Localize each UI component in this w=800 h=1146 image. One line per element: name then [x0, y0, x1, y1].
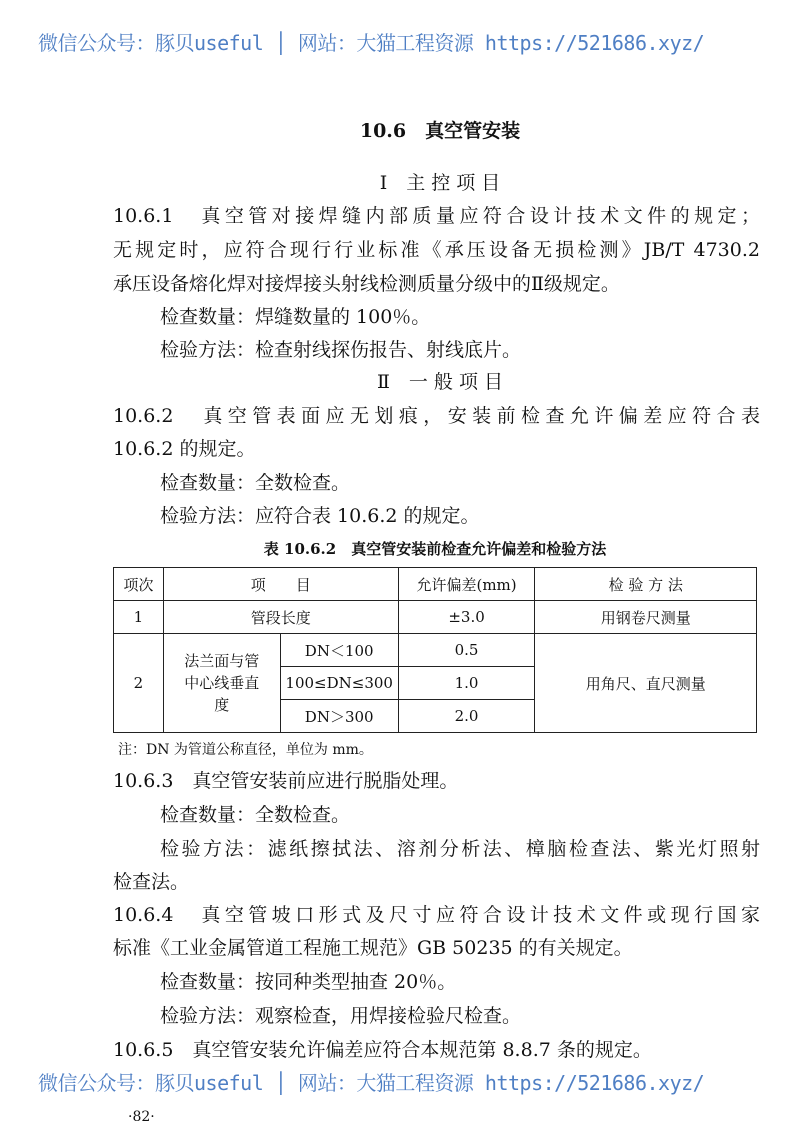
cell-condition: DN＜100	[280, 634, 398, 667]
clause-10-6-2-line2: 10.6.2 的规定。	[113, 438, 256, 460]
clause-10-6-1-method: 检验方法：检查射线探伤报告、射线底片。	[160, 339, 522, 361]
clause-10-6-3-method-line2: 检查法。	[113, 871, 190, 893]
header-tolerance: 允许偏差(mm)	[398, 568, 535, 601]
clause-10-6-4-quantity: 检查数量：按同种类型抽查 20％。	[160, 971, 457, 993]
clause-10-6-4-line1: 10.6.4 真空管坡口形式及尺寸应符合设计技术文件或现行国家	[113, 904, 760, 926]
page-number: ·82·	[128, 1109, 155, 1125]
clause-10-6-2-method: 检验方法：应符合表 10.6.2 的规定。	[160, 505, 480, 527]
section-title: 10.6 真空管安装	[359, 120, 521, 142]
tolerance-table	[113, 567, 757, 733]
watermark-top: 微信公众号：豚贝useful │ 网站：大猫工程资源 https://521686.xyz/	[38, 31, 705, 55]
subheading-main-items: Ⅰ 主 控 项 目	[379, 172, 501, 194]
clause-10-6-1-line3: 承压设备熔化焊对接焊接头射线检测质量分级中的Ⅱ级规定。	[113, 273, 620, 295]
clause-10-6-3: 10.6.3 真空管安装前应进行脱脂处理。	[113, 770, 459, 792]
table-note: 注：DN 为管道公称直径，单位为 mm。	[118, 742, 373, 758]
clause-10-6-5: 10.6.5 真空管安装允许偏差应符合本规范第 8.8.7 条的规定。	[113, 1039, 652, 1061]
cell-item: 法兰面与管中心线垂直度	[163, 634, 280, 733]
clause-10-6-3-quantity: 检查数量：全数检查。	[160, 804, 351, 826]
cell-tolerance: ±3.0	[398, 601, 535, 634]
clause-10-6-1-quantity: 检查数量：焊缝数量的 100％。	[160, 306, 431, 328]
subheading-general-items: Ⅱ 一 般 项 目	[376, 371, 504, 393]
cell-tolerance: 1.0	[398, 667, 535, 700]
clause-10-6-2-line1: 10.6.2 真空管表面应无划痕，安装前检查允许偏差应符合表	[113, 405, 760, 427]
table-header-row	[114, 568, 757, 601]
cell-tolerance: 0.5	[398, 634, 535, 667]
clause-10-6-4-line2: 标准《工业金属管道工程施工规范》GB 50235 的有关规定。	[113, 937, 633, 959]
cell-tolerance: 2.0	[398, 700, 535, 733]
header-item: 项 目	[163, 568, 398, 601]
clause-10-6-1-line2: 无规定时，应符合现行行业标准《承压设备无损检测》JB/T 4730.2	[113, 239, 760, 261]
table-caption: 表 10.6.2 真空管安装前检查允许偏差和检验方法	[263, 540, 607, 558]
clause-10-6-3-method-line1: 检验方法：滤纸擦拭法、溶剂分析法、樟脑检查法、紫光灯照射	[160, 838, 760, 860]
cell-method: 用角尺、直尺测量	[535, 634, 757, 733]
clause-10-6-1-line1: 10.6.1 真空管对接焊缝内部质量应符合设计技术文件的规定；	[113, 205, 760, 227]
clause-10-6-2-quantity: 检查数量：全数检查。	[160, 472, 351, 494]
cell-no: 2	[114, 634, 164, 733]
table-row	[114, 601, 757, 634]
cell-method: 用钢卷尺测量	[535, 601, 757, 634]
clause-10-6-4-method: 检验方法：观察检查，用焊接检验尺检查。	[160, 1005, 522, 1027]
table-row	[114, 634, 757, 667]
header-method: 检 验 方 法	[535, 568, 757, 601]
header-no: 项次	[114, 568, 164, 601]
cell-condition: DN＞300	[280, 700, 398, 733]
cell-no: 1	[114, 601, 164, 634]
watermark-bottom: 微信公众号：豚贝useful │ 网站：大猫工程资源 https://521686.xyz/	[38, 1071, 705, 1095]
cell-condition: 100≤DN≤300	[280, 667, 398, 700]
cell-item: 管段长度	[163, 601, 398, 634]
